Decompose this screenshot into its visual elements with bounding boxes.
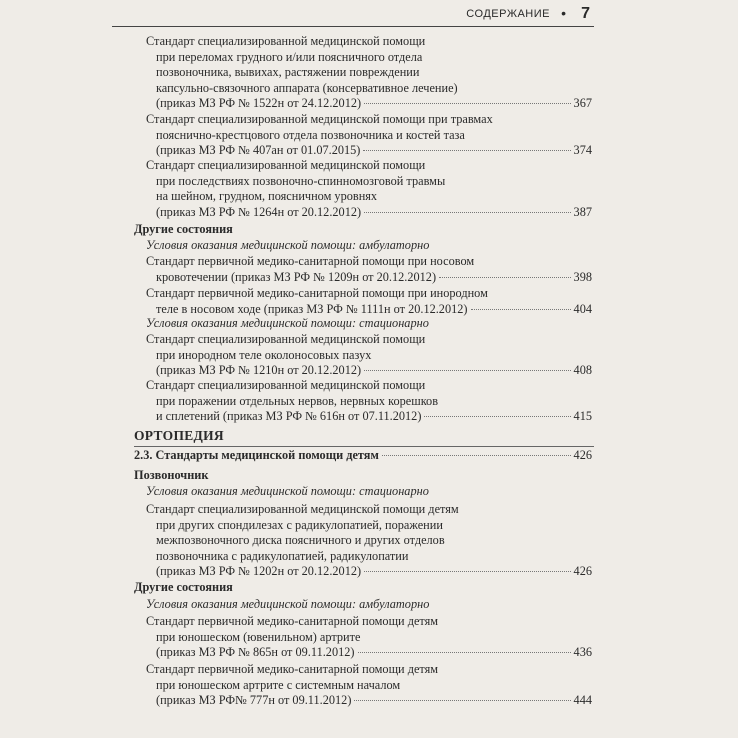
chapter-page-number: 426: [573, 448, 592, 462]
entry-page-number: 374: [573, 143, 592, 158]
condition-label: Условия оказания медицинской помощи: амбулаторно: [146, 597, 430, 611]
entry-page-number: 408: [573, 363, 592, 378]
leader-dots: [424, 415, 570, 417]
entry-line: Стандарт первичной медико-санитарной помощи детям: [146, 614, 439, 628]
entry-line: межпозвоночного диска поясничного и других отделов: [156, 533, 445, 548]
entry-last-line: [112, 409, 592, 425]
entry-page-number: 426: [573, 564, 592, 579]
entry-line: Стандарт специализированной медицинской помощи при травмах: [146, 112, 493, 126]
leader-dots: [358, 651, 571, 653]
entry-line: (приказ МЗ РФ № 865н от 09.11.2012): [156, 645, 355, 660]
toc-entry: [112, 254, 592, 285]
chapter-entry: [134, 448, 592, 463]
toc-entry: [112, 286, 592, 317]
entry-line: при последствиях позвоночно-спинномозговой травмы: [156, 173, 446, 188]
entry-line: теле в носовом ходе (приказ МЗ РФ № 1111н от 20.12.2012): [156, 301, 468, 316]
entry-line: при поражении отдельных нервов, нервных корешков: [156, 393, 438, 408]
toc-entry: [112, 332, 592, 379]
header-title: СОДЕРЖАНИЕ: [466, 8, 550, 20]
toc-entry: [112, 158, 592, 220]
entry-page-number: 398: [573, 269, 592, 284]
toc-page: [112, 0, 592, 738]
leader-dots: [364, 369, 570, 371]
toc-entry: [112, 378, 592, 425]
section-rule: [134, 446, 594, 447]
toc-entry: [112, 112, 592, 159]
leader-dots: [439, 276, 570, 278]
entry-line: Стандарт первичной медико-санитарной помощи детям: [146, 662, 439, 676]
entry-line: (приказ МЗ РФ № 1210н от 20.12.2012): [156, 363, 362, 378]
chapter-title: 2.3. Стандарты медицинской помощи детям: [134, 448, 379, 462]
entry-line: кровотечении (приказ МЗ РФ № 1209н от 20.12.2012): [156, 269, 437, 284]
running-header: [112, 4, 594, 27]
entry-last-line: [112, 693, 592, 709]
entry-last-line: [112, 645, 592, 661]
toc-entry: [112, 614, 592, 661]
entry-line: пояснично-крестцового отдела позвоночника и костей таза: [156, 127, 465, 142]
entry-line: при юношеском (ювенильном) артрите: [156, 629, 361, 644]
entry-line: Стандарт первичной медико-санитарной помощи при инородном: [146, 286, 488, 300]
entry-line: при других спондилезах с радикулопатией, поражении: [156, 517, 443, 532]
entry-last-line: [112, 96, 592, 112]
entry-line: при переломах грудного и/или поясничного отдела: [156, 49, 423, 64]
entry-page-number: 436: [573, 645, 592, 660]
entry-line: позвоночника, вывихах, растяжении повреждении: [156, 65, 420, 80]
entry-line: Стандарт специализированной медицинской помощи: [146, 158, 426, 172]
entry-line: Стандарт специализированной медицинской помощи: [146, 34, 426, 48]
entry-line: (приказ МЗ РФ № 1522н от 24.12.2012): [156, 96, 362, 111]
entry-line: (приказ МЗ РФ № 407ан от 01.07.2015): [156, 143, 361, 158]
entry-last-line: [112, 143, 592, 159]
toc-entry: [112, 502, 592, 580]
entry-line: позвоночника с радикулопатией, радикулопатии: [156, 548, 409, 563]
subheading: Позвоночник: [134, 468, 209, 482]
leader-dots: [382, 454, 571, 456]
leader-dots: [364, 570, 570, 572]
subheading: Другие состояния: [134, 580, 233, 594]
leader-dots: [364, 211, 570, 213]
leader-dots: [364, 102, 570, 104]
entry-line: (приказ МЗ РФ№ 777н от 09.11.2012): [156, 693, 352, 708]
condition-label: Условия оказания медицинской помощи: амбулаторно: [146, 238, 430, 252]
condition-label: Условия оказания медицинской помощи: стационарно: [146, 484, 429, 498]
entry-line: (приказ МЗ РФ № 1264н от 20.12.2012): [156, 204, 362, 219]
entry-page-number: 404: [573, 301, 592, 316]
entry-last-line: [112, 363, 592, 379]
entry-line: при инородном теле околоносовых пазух: [156, 347, 372, 362]
section-heading: ОРТОПЕДИЯ: [134, 428, 224, 443]
entry-line: Стандарт специализированной медицинской помощи: [146, 378, 426, 392]
entry-line: при юношеском артрите с системным началом: [156, 677, 401, 692]
entry-page-number: 415: [573, 409, 592, 424]
header-bullet-icon: •: [561, 5, 566, 21]
entry-last-line: [112, 205, 592, 221]
toc-entry: [112, 34, 592, 112]
leader-dots: [354, 699, 570, 701]
entry-line: Стандарт специализированной медицинской помощи: [146, 332, 426, 346]
leader-dots: [471, 308, 571, 310]
toc-entry: [112, 662, 592, 709]
subheading: Другие состояния: [134, 222, 233, 236]
entry-page-number: 444: [573, 693, 592, 708]
entry-page-number: 387: [573, 204, 592, 219]
entry-line: Стандарт первичной медико-санитарной помощи при носовом: [146, 254, 475, 268]
entry-page-number: 367: [573, 96, 592, 111]
condition-label: Условия оказания медицинской помощи: стационарно: [146, 316, 429, 330]
entry-line: Стандарт специализированной медицинской помощи детям: [146, 502, 459, 516]
entry-line: и сплетений (приказ МЗ РФ № 616н от 07.11.2012): [156, 409, 422, 424]
entry-last-line: [112, 270, 592, 286]
entry-line: капсульно-связочного аппарата (консервативное лечение): [156, 80, 458, 95]
entry-line: на шейном, грудном, поясничном уровнях: [156, 189, 378, 204]
entry-line: (приказ МЗ РФ № 1202н от 20.12.2012): [156, 564, 362, 579]
entry-last-line: [112, 302, 592, 318]
leader-dots: [363, 149, 570, 151]
header-page-number: 7: [581, 5, 590, 22]
entry-last-line: [112, 564, 592, 580]
